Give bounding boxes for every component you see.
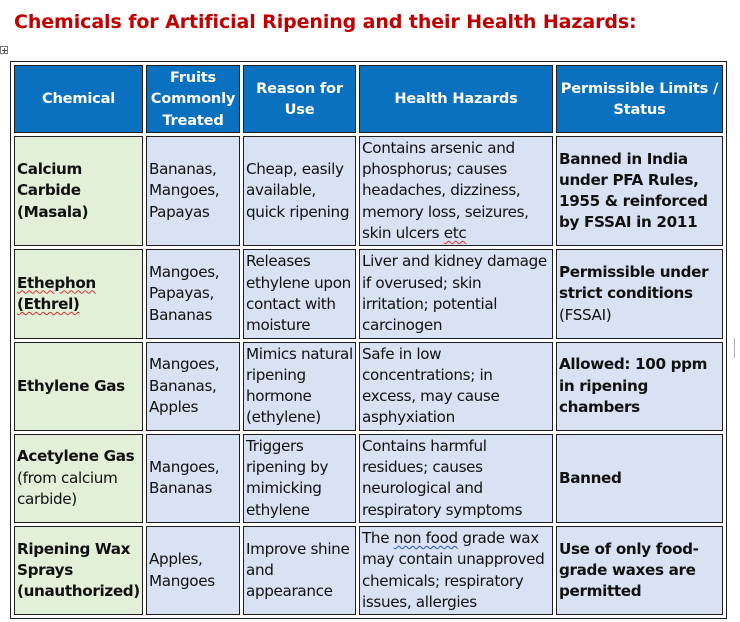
table-row: [14, 342, 723, 431]
table-header-row: [14, 65, 723, 133]
table-row: [14, 526, 723, 615]
cell-reason: Mimics natural ripening hormone (ethylene): [243, 342, 356, 431]
cell-hazards: Contains harmful residues; causes neurological and respiratory symptoms: [359, 434, 553, 523]
limits-text: Permissible under strict conditions: [559, 263, 709, 303]
cell-hazards: Safe in low concentrations; in excess, may cause asphyxiation: [359, 342, 553, 431]
header-fruits: Fruits Commonly Treated: [146, 65, 240, 133]
chemical-note: (from calcium carbide): [17, 468, 118, 508]
spelling-flagged-word[interactable]: etc: [443, 224, 467, 243]
chemical-name: Acetylene Gas: [17, 447, 135, 466]
cell-reason: Triggers ripening by mimicking ethylene: [243, 434, 356, 523]
cell-hazards: Liver and kidney damage if overused; skin irritation; potential carcinogen: [359, 249, 553, 338]
limits-note: (FSSAI): [559, 305, 612, 324]
cell-fruits: Mangoes, Bananas, Apples: [146, 342, 240, 431]
cell-chemical: Ethylene Gas: [14, 342, 143, 431]
chemical-name: Calcium Carbide: [17, 160, 82, 200]
chemical-note: (Masala): [17, 202, 89, 221]
table-resize-marker[interactable]: [734, 338, 735, 358]
table-row: [14, 434, 723, 523]
cell-limits: Banned: [556, 434, 723, 523]
cell-fruits: Bananas, Mangoes, Papayas: [146, 136, 240, 246]
page-title: Chemicals for Artificial Ripening and their Health Hazards:: [14, 11, 637, 33]
table-move-handle-icon[interactable]: [0, 46, 8, 54]
table-row: [14, 136, 723, 246]
cell-limits: Allowed: 100 ppm in ripening chambers: [556, 342, 723, 431]
cell-reason: Improve shine and appearance: [243, 526, 356, 615]
header-limits: Permissible Limits / Status: [556, 65, 723, 133]
cell-reason: Cheap, easily available, quick ripening: [243, 136, 356, 246]
header-reason: Reason for Use: [243, 65, 356, 133]
cell-hazards: [359, 136, 553, 246]
cell-chemical: Ripening Wax Sprays (unauthorized): [14, 526, 143, 615]
hazards-table: [10, 61, 727, 619]
cell-limits: Banned in India under PFA Rules, 1955 & reinforced by FSSAI in 2011: [556, 136, 723, 246]
cell-hazards: [359, 526, 553, 615]
cell-fruits: Mangoes, Papayas, Bananas: [146, 249, 240, 338]
cell-chemical: [14, 136, 143, 246]
cell-chemical: [14, 249, 143, 338]
hazards-prefix: The: [362, 528, 390, 547]
cell-reason: Releases ethylene upon contact with moisture: [243, 249, 356, 338]
grammar-flagged-phrase[interactable]: non food: [393, 528, 458, 547]
cell-chemical: [14, 434, 143, 523]
cell-fruits: Mangoes, Bananas: [146, 434, 240, 523]
header-hazards: Health Hazards: [359, 65, 553, 133]
hazards-text: Contains arsenic and phosphorus; causes headaches, dizziness, memory loss, seizures, skin ulcers: [362, 138, 529, 243]
table-row: [14, 249, 723, 338]
header-chemical: Chemical: [14, 65, 143, 133]
hazards-text: grade wax may contain unapproved chemicals; respiratory issues, allergies: [362, 528, 545, 611]
cell-limits: [556, 249, 723, 338]
chemical-name[interactable]: Ethephon: [17, 273, 96, 292]
cell-limits: Use of only food-grade waxes are permitted: [556, 526, 723, 615]
cell-fruits: Apples, Mangoes: [146, 526, 240, 615]
chemical-note[interactable]: (Ethrel): [17, 294, 80, 313]
